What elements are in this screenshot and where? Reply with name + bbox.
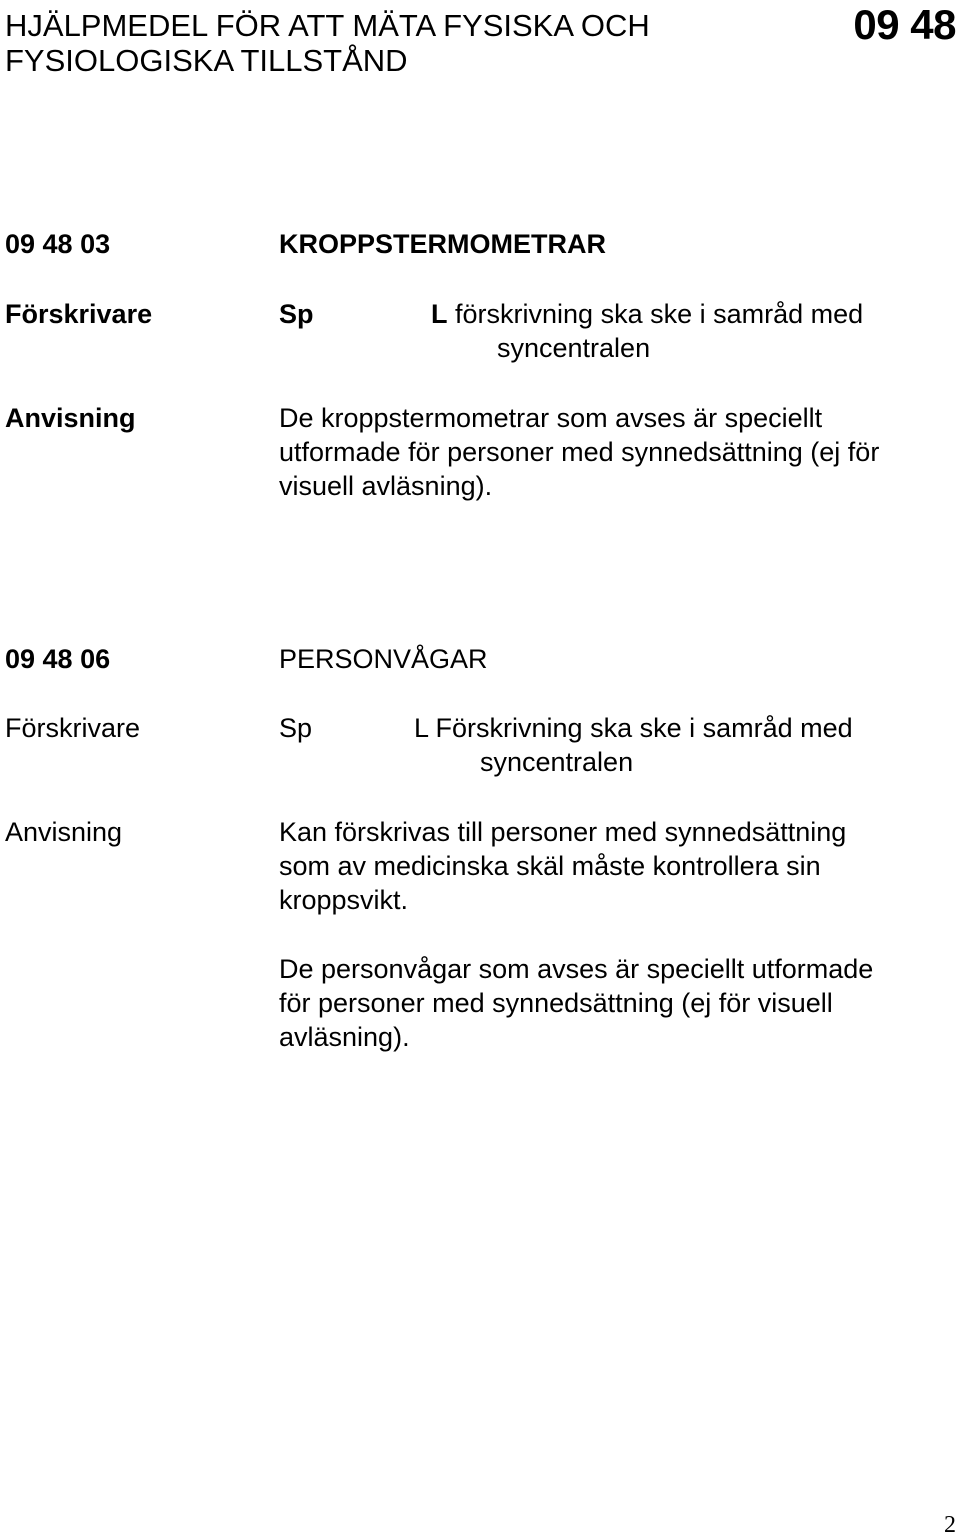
instruction-line: för personer med synnedsättning (ej för visuell: [279, 988, 833, 1018]
instruction-line: De kroppstermometrar som avses är speciellt: [279, 403, 823, 433]
instruction-line: som av medicinska skäl måste kontrollera sin: [279, 851, 821, 881]
section-code: 09 48 03: [5, 229, 111, 259]
prescriber-note: [431, 297, 863, 365]
page-number: 2: [944, 1512, 956, 1538]
instruction-line: utformade för personer med synnedsättning (ej för: [279, 437, 880, 467]
prescriber-l: L: [431, 299, 448, 329]
prescriber-note: [414, 711, 853, 779]
section-name: PERSONVÅGAR: [279, 644, 488, 674]
prescriber-note-line-2: syncentralen: [480, 747, 634, 777]
instruction-line: De personvågar som avses är speciellt utformade: [279, 954, 874, 984]
instruction-line: kroppsvikt.: [279, 885, 409, 915]
instruction-line: avläsning).: [279, 1022, 410, 1052]
instruction-paragraph: [279, 952, 873, 1054]
document-title: [5, 8, 650, 78]
instruction-paragraph: [279, 815, 846, 917]
prescriber-sp: Sp: [279, 713, 313, 743]
section-code: 09 48 06: [5, 644, 111, 674]
prescriber-label: Förskrivare: [5, 299, 153, 329]
instruction-line: Kan förskrivas till personer med synnedsättning: [279, 817, 847, 847]
prescriber-note-line-1: Förskrivning ska ske i samråd med: [435, 713, 853, 743]
section-name: KROPPSTERMOMETRAR: [279, 229, 607, 259]
prescriber-note-line-2: syncentralen: [497, 333, 651, 363]
prescriber-label: Förskrivare: [5, 713, 141, 743]
prescriber-sp: Sp: [279, 299, 314, 329]
document-category-code: 09 48: [853, 1, 956, 48]
document-title-line-1: HJÄLPMEDEL FÖR ATT MÄTA FYSISKA OCH: [5, 8, 650, 43]
prescriber-l: L: [414, 713, 429, 743]
document-title-line-2: FYSIOLOGISKA TILLSTÅND: [5, 43, 408, 78]
instruction-line: visuell avläsning).: [279, 471, 493, 501]
instruction-label: Anvisning: [5, 817, 123, 847]
instruction-paragraph: [279, 401, 879, 503]
instruction-label: Anvisning: [5, 403, 136, 433]
prescriber-note-line-1: förskrivning ska ske i samråd med: [455, 299, 864, 329]
